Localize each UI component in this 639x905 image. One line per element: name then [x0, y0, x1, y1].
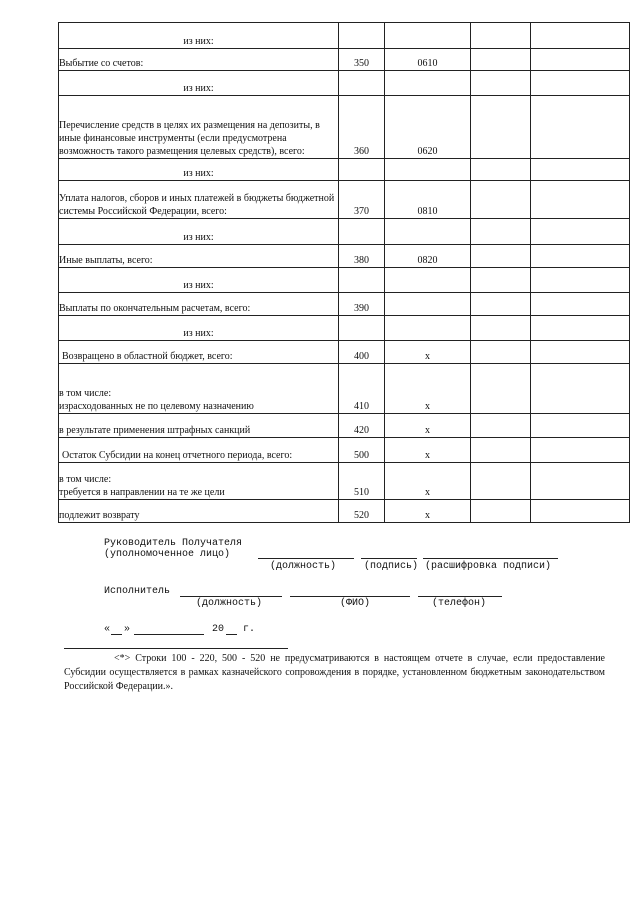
row-value-cell-2[interactable]	[531, 341, 630, 364]
row-value-cell-1[interactable]	[471, 438, 531, 463]
row-name: Выбытие со счетов:	[59, 49, 339, 71]
executor-position-line[interactable]	[180, 596, 282, 597]
row-value-cell-2[interactable]	[531, 268, 630, 293]
row-code	[339, 23, 385, 49]
executor-fio-label: (ФИО)	[340, 598, 371, 609]
row-name: в результате применения штрафных санкций	[59, 414, 339, 438]
row-value-cell-1[interactable]	[471, 159, 531, 181]
row-code	[339, 219, 385, 245]
row-name: Перечисление средств в целях их размещения на депозиты, в иные финансовые инструменты (если предусмотрена возможность такого размещения целевых средств), всего:	[59, 96, 339, 159]
row-code: 420	[339, 414, 385, 438]
date-open-quote: «	[104, 624, 111, 635]
table-row	[59, 219, 630, 245]
row-kosgu: 0610	[385, 49, 471, 71]
row-name: в том числе: израсходованных не по целевому назначению	[59, 364, 339, 414]
row-code: 400	[339, 341, 385, 364]
head-position-line[interactable]	[258, 558, 354, 559]
row-kosgu	[385, 71, 471, 96]
row-value-cell-1[interactable]	[471, 23, 531, 49]
row-code: 510	[339, 463, 385, 500]
table-row	[59, 341, 630, 364]
row-name: Возвращено в областной бюджет, всего:	[59, 341, 339, 364]
row-value-cell-2[interactable]	[531, 414, 630, 438]
row-code	[339, 159, 385, 181]
table-row	[59, 463, 630, 500]
row-value-cell-2[interactable]	[531, 49, 630, 71]
row-kosgu: 0820	[385, 245, 471, 268]
row-code	[339, 316, 385, 341]
row-value-cell-1[interactable]	[471, 316, 531, 341]
row-kosgu	[385, 159, 471, 181]
row-value-cell-2[interactable]	[531, 96, 630, 159]
row-kosgu	[385, 316, 471, 341]
row-kosgu: x	[385, 438, 471, 463]
date-day-line[interactable]	[111, 634, 122, 635]
date-year-suffix: г.	[243, 624, 256, 635]
row-name: Уплата налогов, сборов и иных платежей в бюджеты бюджетной системы Российской Федерации, всего:	[59, 181, 339, 219]
row-name: Иные выплаты, всего:	[59, 245, 339, 268]
row-value-cell-1[interactable]	[471, 96, 531, 159]
row-value-cell-1[interactable]	[471, 364, 531, 414]
row-kosgu: x	[385, 364, 471, 414]
row-value-cell-2[interactable]	[531, 293, 630, 316]
table-row	[59, 293, 630, 316]
row-name: из них:	[59, 23, 339, 49]
table-row	[59, 316, 630, 341]
row-code: 410	[339, 364, 385, 414]
row-kosgu: 0620	[385, 96, 471, 159]
row-value-cell-1[interactable]	[471, 219, 531, 245]
row-value-cell-2[interactable]	[531, 364, 630, 414]
report-table	[58, 22, 630, 523]
head-decoding-label: (расшифровка подписи)	[425, 561, 552, 572]
table-row	[59, 96, 630, 159]
row-code: 380	[339, 245, 385, 268]
row-name: из них:	[59, 159, 339, 181]
row-value-cell-1[interactable]	[471, 71, 531, 96]
row-name: Выплаты по окончательным расчетам, всего:	[59, 293, 339, 316]
executor-fio-line[interactable]	[290, 596, 410, 597]
row-name: Остаток Субсидии на конец отчетного периода, всего:	[59, 438, 339, 463]
date-month-line[interactable]	[134, 634, 204, 635]
date-year-line[interactable]	[226, 634, 237, 635]
date-close-quote: »	[124, 624, 131, 635]
table-row	[59, 71, 630, 96]
row-code: 520	[339, 500, 385, 523]
table-row	[59, 364, 630, 414]
row-value-cell-1[interactable]	[471, 500, 531, 523]
row-name: из них:	[59, 71, 339, 96]
table-row	[59, 438, 630, 463]
row-value-cell-1[interactable]	[471, 245, 531, 268]
row-name: подлежит возврату	[59, 500, 339, 523]
row-code: 350	[339, 49, 385, 71]
table-row	[59, 181, 630, 219]
table-row	[59, 414, 630, 438]
row-value-cell-1[interactable]	[471, 49, 531, 71]
executor-label: Исполнитель	[104, 586, 171, 597]
row-kosgu: x	[385, 500, 471, 523]
head-position-label: (должность)	[270, 561, 337, 572]
head-subtitle: (уполномоченное лицо)	[104, 549, 231, 560]
row-value-cell-2[interactable]	[531, 159, 630, 181]
executor-position-label: (должность)	[196, 598, 263, 609]
row-name: из них:	[59, 219, 339, 245]
row-value-cell-2[interactable]	[531, 181, 630, 219]
executor-phone-label: (телефон)	[432, 598, 487, 609]
row-kosgu	[385, 268, 471, 293]
row-value-cell-2[interactable]	[531, 23, 630, 49]
date-year-prefix: 20	[212, 624, 225, 635]
row-kosgu	[385, 219, 471, 245]
report-table-body	[59, 23, 630, 523]
row-value-cell-2[interactable]	[531, 316, 630, 341]
row-value-cell-1[interactable]	[471, 463, 531, 500]
table-row	[59, 500, 630, 523]
row-value-cell-1[interactable]	[471, 414, 531, 438]
row-value-cell-2[interactable]	[531, 219, 630, 245]
row-code: 360	[339, 96, 385, 159]
table-row	[59, 49, 630, 71]
head-title: Руководитель Получателя	[104, 538, 243, 549]
footnote-text: <*> Строки 100 - 220, 500 - 520 не предусматриваются в настоящем отчете в случае, если предоставление Субсидии осуществляется в рамках казначейского сопровождения в порядке, установленном бюджетным законодательством Российской Федерации.».	[64, 653, 605, 692]
row-value-cell-1[interactable]	[471, 268, 531, 293]
row-code: 500	[339, 438, 385, 463]
row-name: в том числе: требуется в направлении на те же цели	[59, 463, 339, 500]
table-row	[59, 268, 630, 293]
executor-phone-line[interactable]	[418, 596, 502, 597]
row-value-cell-2[interactable]	[531, 500, 630, 523]
row-code	[339, 268, 385, 293]
row-value-cell-2[interactable]	[531, 71, 630, 96]
table-row	[59, 23, 630, 49]
row-name: из них:	[59, 316, 339, 341]
row-kosgu	[385, 293, 471, 316]
table-row	[59, 245, 630, 268]
table-row	[59, 159, 630, 181]
row-kosgu: x	[385, 341, 471, 364]
row-value-cell-1[interactable]	[471, 181, 531, 219]
row-code	[339, 71, 385, 96]
row-value-cell-1[interactable]	[471, 293, 531, 316]
row-value-cell-2[interactable]	[531, 245, 630, 268]
footnote-separator	[64, 648, 288, 649]
row-kosgu: x	[385, 463, 471, 500]
head-signature-line[interactable]	[361, 558, 417, 559]
row-name: из них:	[59, 268, 339, 293]
row-value-cell-1[interactable]	[471, 341, 531, 364]
head-decoding-line[interactable]	[423, 558, 558, 559]
row-value-cell-2[interactable]	[531, 463, 630, 500]
head-signature-label: (подпись)	[364, 561, 419, 572]
row-code: 370	[339, 181, 385, 219]
row-kosgu: 0810	[385, 181, 471, 219]
row-kosgu	[385, 23, 471, 49]
row-kosgu: x	[385, 414, 471, 438]
row-value-cell-2[interactable]	[531, 438, 630, 463]
row-code: 390	[339, 293, 385, 316]
